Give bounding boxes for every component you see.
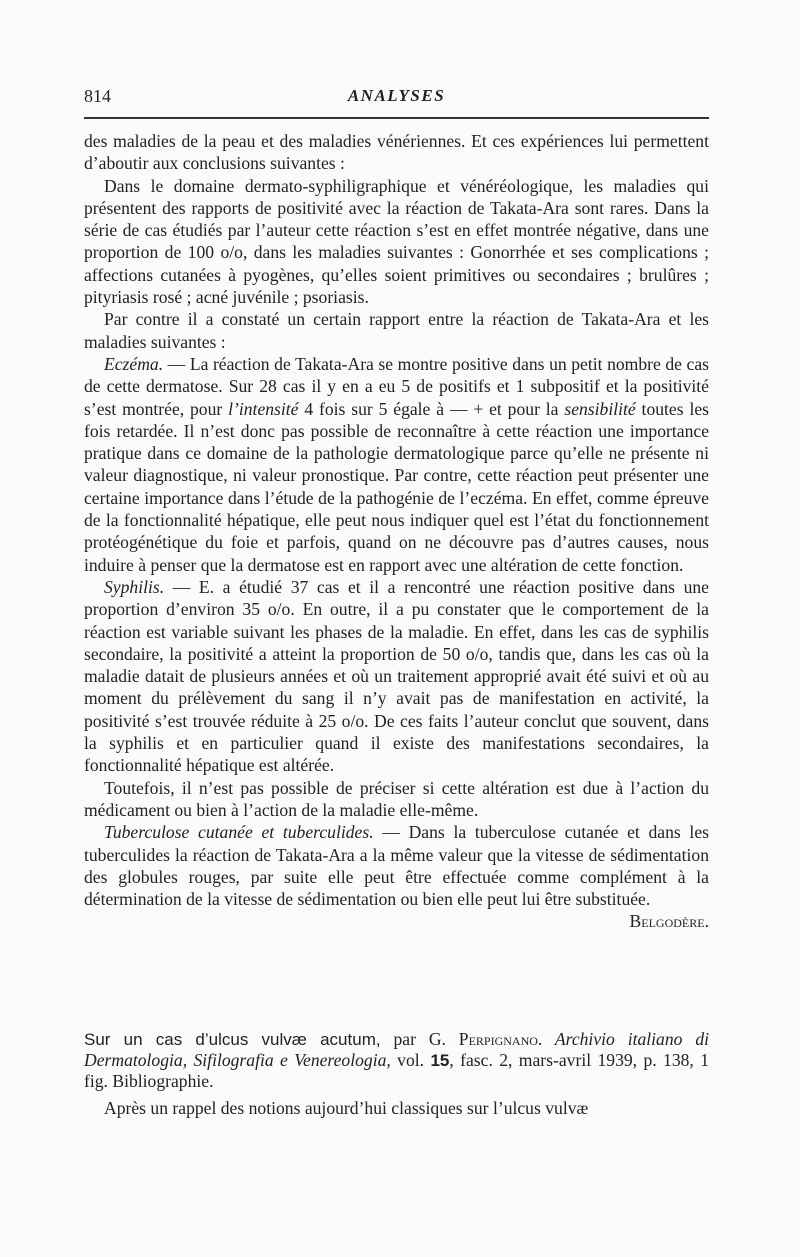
paragraph: Toutefois, il n’est pas possible de préciser si cette altération est due à l’action du médicament ou bien à l’action de la maladie elle-même. [84, 777, 709, 820]
abstract-author: G. Perpignano. [428, 1029, 543, 1049]
signature: Belgodère. [629, 911, 709, 932]
abstract-title: Sur un cas d’ulcus vulvæ acutum, [84, 1030, 381, 1049]
article-body [84, 130, 709, 933]
section-heading: Syphilis. [104, 576, 165, 597]
paragraph-syphilis: Syphilis. — E. a étudié 37 cas et il a rencontré une réaction positive dans une proportion d’environ 35 o/o. En outre, il a pu constater que le comportement de la réaction est variable suivant les phases de la maladie. En effet, dans les cas de syphilis secondaire, la positivité a atteint la proportion de 50 o/o, tandis que, dans les cas où la maladie datait de plusieurs années et où un traitement approprié avait été suivi et où au moment du prélèvement du sang il n’y avait pas de manifestation en activité, la positivité s’est trouvée réduite à 25 o/o. De ces faits l’auteur conclut que souvent, dans la syphilis et en particulier quand il existe des manifestations secondaires, la fonctionnalité hépatique est altérée. [84, 576, 709, 776]
paragraph-eczema: Eczéma. — La réaction de Takata-Ara se montre positive dans un petit nombre de cas de cette dermatose. Sur 28 cas il y en a eu 5 de positifs et 1 subpositif et la positivité s’est montrée, pour l’intensité 4 fois sur 5 égale à — + et pour la sensibilité toutes les fois retardée. Il n’est donc pas possible de reconnaître à cette réaction une importance pratique dans ce domaine de la pathologie dermatologique parce qu’elle ne présente ni valeur diagnostique, ni valeur pronostique. Par contre, cette réaction peut présenter une certaine importance dans l’étude de la pathogénie de l’eczéma. En effet, comme épreuve de la fonctionnalité hépatique, elle peut nous indiquer quel est l’état du fonctionnement protéogénétique du foie et parfois, quand on ne découvre pas d’autres causes, nous induire à penser que la dermatose est en rapport avec une altération de cette fonction. [84, 353, 709, 575]
paragraph: Après un rappel des notions aujourd’hui classiques sur l’ulcus vulvæ [104, 1098, 589, 1118]
header-rule [84, 117, 709, 119]
abstract-header: Sur un cas d’ulcus vulvæ acutum, par G. Perpignano. Archivio italiano di Dermatologia, Sifilografia e Venereologia, vol. 15, fasc. 2, mars-avril 1939, p. 138, 1 fig. Bibliographie. [84, 1029, 710, 1091]
paragraph: Dans le domaine dermato-syphiligraphique et vénéréologique, les maladies qui présentent des rapports de positivité avec la réaction de Takata-Ara sont rares. Dans la série de cas étudiés par l’auteur cette réaction s’est en effet montrée négative, dans une proportion de 100 o/o, dans les maladies suivantes : Gonorrhée et ses complications ; affections cutanées à pyogènes, qu’elles soient primitives ou secondaires ; brulûres ; pityriasis rosé ; acné juvénile ; psoriasis. [84, 175, 709, 308]
section-heading: Eczéma. [104, 353, 164, 374]
paragraph: des maladies de la peau et des maladies vénériennes. Et ces expériences lui permettent d’aboutir aux conclusions suivantes : [84, 131, 709, 174]
paragraph-tuberculose: Tuberculose cutanée et tuberculides. — Dans la tuberculose cutanée et dans les tuberculides la réaction de Takata-Ara a la même valeur que la vitesse de sédimentation des globules rouges, par suite elle peut être effectuée comme complément à la détermination de la vitesse de sédimentation ou bien elle peut lui être substituée. Belgodère. [84, 822, 709, 932]
volume-number: 15 [430, 1051, 450, 1070]
page-header [84, 86, 709, 116]
page-number: 814 [84, 86, 111, 106]
journal-name: Archivio italiano di Dermatologia, Sifilografia e Venereologia, [84, 1029, 710, 1070]
section-heading: Tuberculose cutanée et tuberculides. [104, 822, 374, 843]
paragraph: Par contre il a constaté un certain rapport entre la réaction de Takata-Ara et les maladies suivantes : [84, 309, 709, 352]
running-title: ANALYSES [347, 86, 446, 105]
